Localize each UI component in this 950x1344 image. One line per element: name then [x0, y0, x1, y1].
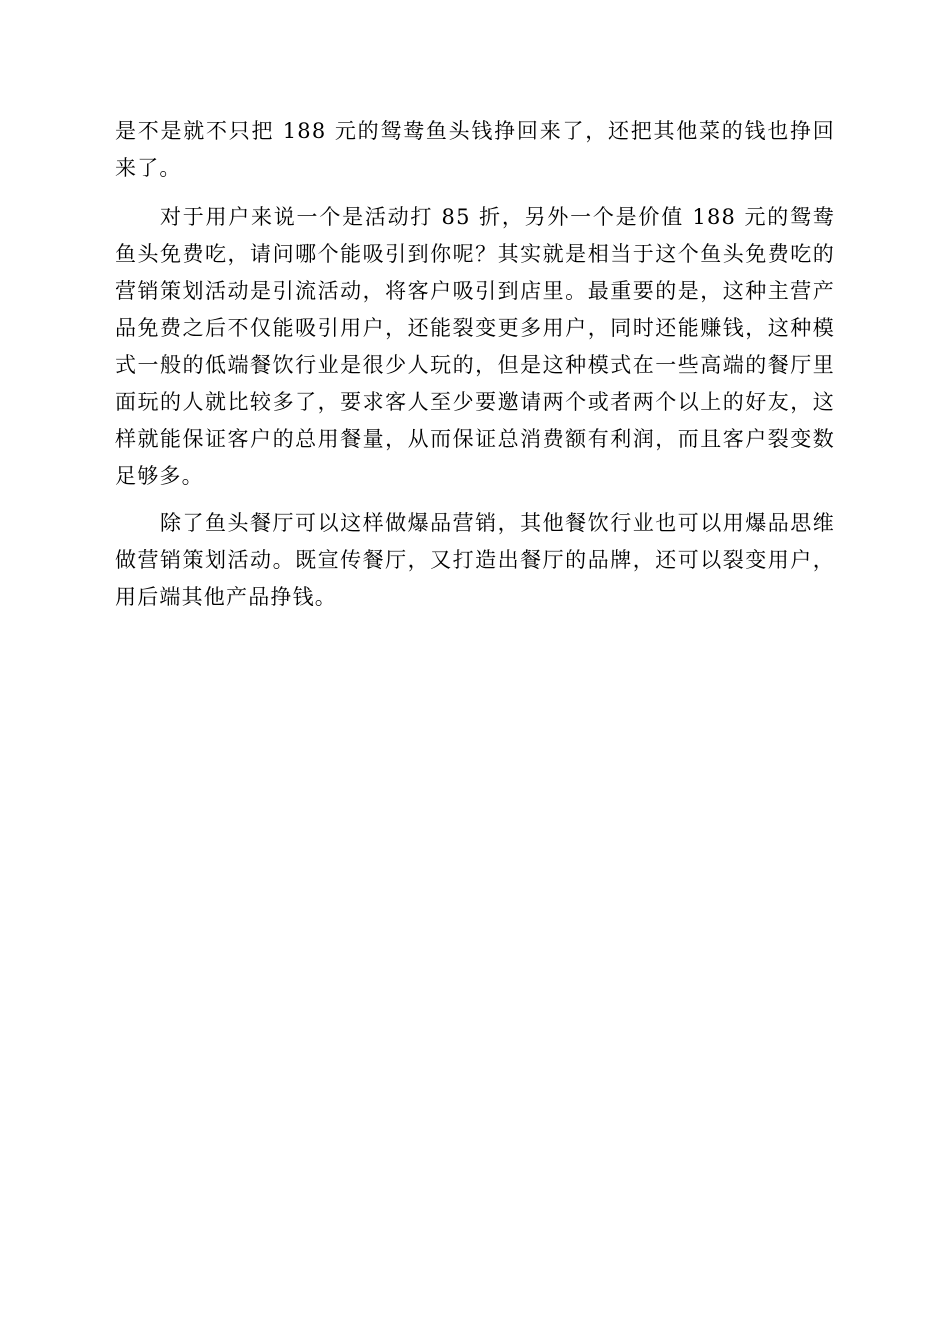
paragraph-conclusion: 除了鱼头餐厅可以这样做爆品营销，其他餐饮行业也可以用爆品思维做营销策划活动。既宣传餐厅，又打造出餐厅的品牌，还可以裂变用户，用后端其他产品挣钱。 [115, 511, 835, 609]
paragraph-continuation: 是不是就不只把 188 元的鸳鸯鱼头钱挣回来了，还把其他菜的钱也挣回来了。 [115, 119, 835, 180]
document-page [115, 113, 835, 626]
paragraph-user-appeal: 对于用户来说一个是活动打 85 折，另外一个是价值 188 元的鸳鸯鱼头免费吃，请问哪个能吸引到你呢？其实就是相当于这个鱼头免费吃的营销策划活动是引流活动，将客户吸引到店里。最重要的是，这种主营产品免费之后不仅能吸引用户，还能裂变更多用户，同时还能赚钱，这种模式一般的低端餐饮行业是很少人玩的，但是这种模式在一些高端的餐厅里面玩的人就比较多了，要求客人至少要邀请两个或者两个以上的好友，这样就能保证客户的总用餐量，从而保证总消费额有利润，而且客户裂变数足够多。 [115, 205, 835, 488]
